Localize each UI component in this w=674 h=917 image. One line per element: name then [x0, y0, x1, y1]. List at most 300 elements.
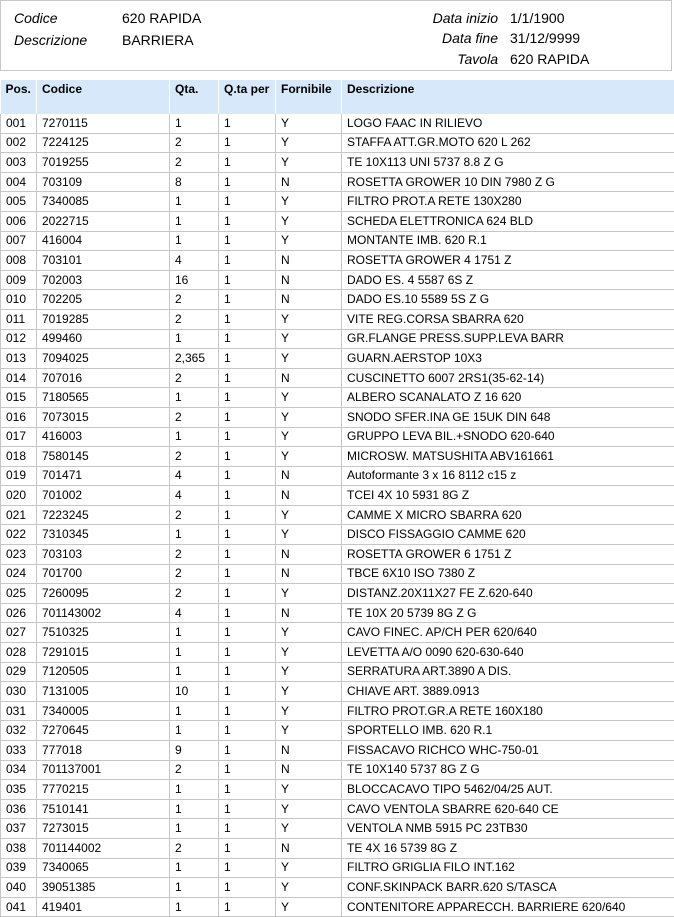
cell-qta: 1: [170, 799, 219, 819]
table-row: [1, 211, 674, 231]
cell-qta-per: 1: [219, 192, 276, 212]
cell-qta: 1: [170, 231, 219, 251]
cell-fornibile: Y: [276, 349, 342, 369]
cell-fornibile: Y: [276, 525, 342, 545]
cell-qta-per: 1: [219, 623, 276, 643]
cell-fornibile: Y: [276, 231, 342, 251]
cell-qta-per: 1: [219, 838, 276, 858]
cell-codice: 701144002: [37, 838, 170, 858]
cell-qta: 4: [170, 603, 219, 623]
column-header-descrizione: Descrizione: [342, 80, 674, 114]
cell-descrizione: TE 4X 16 5739 8G Z: [342, 838, 674, 858]
cell-qta: 2: [170, 309, 219, 329]
cell-qta: 9: [170, 741, 219, 761]
cell-qta-per: 1: [219, 858, 276, 878]
cell-descrizione: SNODO SFER.INA GE 15UK DIN 648: [342, 407, 674, 427]
cell-qta-per: 1: [219, 368, 276, 388]
cell-descrizione: DISCO FISSAGGIO CAMME 620: [342, 525, 674, 545]
cell-descrizione: STAFFA ATT.GR.MOTO 620 L 262: [342, 133, 674, 153]
table-row: [1, 525, 674, 545]
table-row: [1, 623, 674, 643]
cell-descrizione: DADO ES.10 5589 5S Z G: [342, 290, 674, 310]
cell-pos: 001: [1, 114, 37, 133]
table-row: [1, 897, 674, 917]
cell-qta: 10: [170, 682, 219, 702]
cell-pos: 029: [1, 662, 37, 682]
cell-qta-per: 1: [219, 564, 276, 584]
cell-codice: 7260095: [37, 584, 170, 604]
table-row: [1, 603, 674, 623]
cell-fornibile: N: [276, 270, 342, 290]
cell-codice: 499460: [37, 329, 170, 349]
cell-qta: 1: [170, 329, 219, 349]
cell-descrizione: ROSETTA GROWER 6 1751 Z: [342, 545, 674, 565]
cell-descrizione: VITE REG.CORSA SBARRA 620: [342, 309, 674, 329]
cell-pos: 002: [1, 133, 37, 153]
table-row: [1, 329, 674, 349]
cell-fornibile: Y: [276, 114, 342, 133]
cell-fornibile: Y: [276, 819, 342, 839]
cell-codice: 707016: [37, 368, 170, 388]
table-header-row: [1, 80, 674, 114]
cell-qta-per: 1: [219, 897, 276, 917]
descrizione-label: Descrizione: [14, 32, 87, 48]
cell-codice: 7073015: [37, 407, 170, 427]
cell-pos: 020: [1, 486, 37, 506]
cell-pos: 010: [1, 290, 37, 310]
cell-qta: 1: [170, 525, 219, 545]
cell-qta-per: 1: [219, 819, 276, 839]
cell-codice: 702205: [37, 290, 170, 310]
cell-qta-per: 1: [219, 329, 276, 349]
cell-codice: 7224125: [37, 133, 170, 153]
cell-qta: 2: [170, 584, 219, 604]
cell-codice: 777018: [37, 741, 170, 761]
cell-qta-per: 1: [219, 153, 276, 173]
cell-descrizione: FILTRO PROT.GR.A RETE 160X180: [342, 701, 674, 721]
cell-fornibile: N: [276, 172, 342, 192]
cell-qta-per: 1: [219, 427, 276, 447]
table-row: [1, 505, 674, 525]
cell-fornibile: Y: [276, 878, 342, 898]
cell-pos: 034: [1, 760, 37, 780]
cell-fornibile: Y: [276, 623, 342, 643]
cell-pos: 011: [1, 309, 37, 329]
cell-descrizione: ROSETTA GROWER 4 1751 Z: [342, 251, 674, 271]
cell-qta: 1: [170, 858, 219, 878]
cell-codice: 701143002: [37, 603, 170, 623]
cell-qta: 2: [170, 153, 219, 173]
cell-fornibile: Y: [276, 721, 342, 741]
table-row: [1, 172, 674, 192]
cell-qta: 1: [170, 192, 219, 212]
table-row: [1, 427, 674, 447]
cell-codice: 701002: [37, 486, 170, 506]
cell-qta-per: 1: [219, 388, 276, 408]
table-row: [1, 153, 674, 173]
cell-descrizione: SPORTELLO IMB. 620 R.1: [342, 721, 674, 741]
table-row: [1, 368, 674, 388]
cell-descrizione: ALBERO SCANALATO Z 16 620: [342, 388, 674, 408]
cell-pos: 021: [1, 505, 37, 525]
column-header-qta-per: Q.ta per: [219, 80, 276, 114]
cell-codice: 7510141: [37, 799, 170, 819]
table-row: [1, 388, 674, 408]
cell-fornibile: N: [276, 251, 342, 271]
table-row: [1, 838, 674, 858]
column-header-fornibile: Fornibile: [276, 80, 342, 114]
table-row: [1, 192, 674, 212]
cell-descrizione: TE 10X140 5737 8G Z G: [342, 760, 674, 780]
cell-descrizione: SERRATURA ART.3890 A DIS.: [342, 662, 674, 682]
cell-descrizione: VENTOLA NMB 5915 PC 23TB30: [342, 819, 674, 839]
table-row: [1, 799, 674, 819]
cell-descrizione: TE 10X113 UNI 5737 8.8 Z G: [342, 153, 674, 173]
cell-codice: 701137001: [37, 760, 170, 780]
cell-qta-per: 1: [219, 741, 276, 761]
cell-descrizione: TCEI 4X 10 5931 8G Z: [342, 486, 674, 506]
table-row: [1, 447, 674, 467]
cell-qta: 1: [170, 878, 219, 898]
cell-fornibile: Y: [276, 858, 342, 878]
cell-descrizione: LEVETTA A/O 0090 620-630-640: [342, 643, 674, 663]
cell-descrizione: CAVO VENTOLA SBARRE 620-640 CE: [342, 799, 674, 819]
column-header-pos: Pos.: [1, 80, 37, 114]
column-header-qta: Qta.: [170, 80, 219, 114]
cell-fornibile: Y: [276, 309, 342, 329]
cell-qta: 2: [170, 133, 219, 153]
cell-fornibile: Y: [276, 584, 342, 604]
cell-pos: 009: [1, 270, 37, 290]
cell-descrizione: CHIAVE ART. 3889.0913: [342, 682, 674, 702]
cell-qta: 2: [170, 545, 219, 565]
cell-fornibile: N: [276, 838, 342, 858]
table-row: [1, 682, 674, 702]
cell-qta: 1: [170, 662, 219, 682]
data-fine-value: 31/12/9999: [510, 30, 580, 46]
cell-descrizione: FILTRO PROT.A RETE 130X280: [342, 192, 674, 212]
cell-pos: 026: [1, 603, 37, 623]
cell-pos: 004: [1, 172, 37, 192]
cell-qta-per: 1: [219, 270, 276, 290]
cell-codice: 7340065: [37, 858, 170, 878]
cell-descrizione: FILTRO GRIGLIA FILO INT.162: [342, 858, 674, 878]
codice-value: 620 RAPIDA: [122, 10, 201, 26]
cell-descrizione: BLOCCACAVO TIPO 5462/04/25 AUT.: [342, 780, 674, 800]
cell-codice: 7340005: [37, 701, 170, 721]
cell-codice: 7131005: [37, 682, 170, 702]
cell-qta-per: 1: [219, 643, 276, 663]
header-panel: [0, 0, 672, 71]
cell-fornibile: N: [276, 741, 342, 761]
cell-fornibile: Y: [276, 897, 342, 917]
cell-pos: 019: [1, 466, 37, 486]
cell-qta: 2: [170, 505, 219, 525]
cell-codice: 7270115: [37, 114, 170, 133]
cell-qta-per: 1: [219, 682, 276, 702]
cell-codice: 7019285: [37, 309, 170, 329]
table-row: [1, 564, 674, 584]
cell-pos: 007: [1, 231, 37, 251]
cell-pos: 005: [1, 192, 37, 212]
cell-qta: 1: [170, 780, 219, 800]
cell-qta-per: 1: [219, 721, 276, 741]
table-row: [1, 858, 674, 878]
cell-fornibile: Y: [276, 427, 342, 447]
cell-descrizione: CONF.SKINPACK BARR.620 S/TASCA: [342, 878, 674, 898]
cell-codice: 7273015: [37, 819, 170, 839]
cell-codice: 7019255: [37, 153, 170, 173]
cell-qta: 2: [170, 838, 219, 858]
cell-fornibile: Y: [276, 133, 342, 153]
table-row: [1, 878, 674, 898]
cell-descrizione: GRUPPO LEVA BIL.+SNODO 620-640: [342, 427, 674, 447]
cell-codice: 2022715: [37, 211, 170, 231]
cell-descrizione: ROSETTA GROWER 10 DIN 7980 Z G: [342, 172, 674, 192]
cell-qta-per: 1: [219, 662, 276, 682]
cell-qta: 2,365: [170, 349, 219, 369]
cell-pos: 036: [1, 799, 37, 819]
cell-qta-per: 1: [219, 878, 276, 898]
cell-codice: 7094025: [37, 349, 170, 369]
cell-qta-per: 1: [219, 505, 276, 525]
cell-descrizione: CAMME X MICRO SBARRA 620: [342, 505, 674, 525]
cell-qta-per: 1: [219, 349, 276, 369]
cell-codice: 7580145: [37, 447, 170, 467]
cell-pos: 022: [1, 525, 37, 545]
cell-codice: 39051385: [37, 878, 170, 898]
cell-qta-per: 1: [219, 251, 276, 271]
cell-codice: 7770215: [37, 780, 170, 800]
cell-qta-per: 1: [219, 211, 276, 231]
parts-table-body: [1, 114, 674, 917]
cell-codice: 7291015: [37, 643, 170, 663]
cell-qta: 1: [170, 643, 219, 663]
table-row: [1, 251, 674, 271]
cell-descrizione: SCHEDA ELETTRONICA 624 BLD: [342, 211, 674, 231]
cell-qta-per: 1: [219, 466, 276, 486]
cell-qta: 2: [170, 290, 219, 310]
cell-pos: 031: [1, 701, 37, 721]
cell-pos: 030: [1, 682, 37, 702]
cell-fornibile: N: [276, 564, 342, 584]
data-inizio-value: 1/1/1900: [510, 10, 565, 26]
cell-fornibile: Y: [276, 505, 342, 525]
cell-pos: 033: [1, 741, 37, 761]
cell-pos: 016: [1, 407, 37, 427]
table-row: [1, 466, 674, 486]
cell-codice: 7510325: [37, 623, 170, 643]
cell-descrizione: TBCE 6X10 ISO 7380 Z: [342, 564, 674, 584]
codice-label: Codice: [14, 10, 58, 26]
parts-table: [0, 80, 674, 917]
cell-qta-per: 1: [219, 486, 276, 506]
cell-fornibile: N: [276, 290, 342, 310]
cell-fornibile: Y: [276, 388, 342, 408]
cell-pos: 018: [1, 447, 37, 467]
cell-qta: 1: [170, 427, 219, 447]
cell-fornibile: N: [276, 486, 342, 506]
cell-qta: 4: [170, 251, 219, 271]
cell-pos: 041: [1, 897, 37, 917]
cell-pos: 023: [1, 545, 37, 565]
cell-descrizione: CONTENITORE APPARECCH. BARRIERE 620/640: [342, 897, 674, 917]
cell-pos: 040: [1, 878, 37, 898]
cell-codice: 7310345: [37, 525, 170, 545]
cell-qta-per: 1: [219, 231, 276, 251]
cell-fornibile: Y: [276, 662, 342, 682]
cell-qta-per: 1: [219, 133, 276, 153]
cell-descrizione: LOGO FAAC IN RILIEVO: [342, 114, 674, 133]
cell-codice: 7270645: [37, 721, 170, 741]
cell-fornibile: Y: [276, 211, 342, 231]
cell-qta: 1: [170, 211, 219, 231]
cell-qta: 2: [170, 447, 219, 467]
cell-codice: 702003: [37, 270, 170, 290]
cell-descrizione: GR.FLANGE PRESS.SUPP.LEVA BARR: [342, 329, 674, 349]
cell-qta-per: 1: [219, 114, 276, 133]
cell-fornibile: N: [276, 603, 342, 623]
cell-pos: 012: [1, 329, 37, 349]
cell-qta: 1: [170, 701, 219, 721]
table-row: [1, 741, 674, 761]
table-row: [1, 643, 674, 663]
cell-codice: 416004: [37, 231, 170, 251]
cell-qta: 2: [170, 368, 219, 388]
cell-fornibile: Y: [276, 447, 342, 467]
cell-qta-per: 1: [219, 760, 276, 780]
data-inizio-label: Data inizio: [433, 10, 498, 26]
cell-qta: 1: [170, 721, 219, 741]
table-row: [1, 701, 674, 721]
cell-fornibile: Y: [276, 192, 342, 212]
cell-fornibile: N: [276, 466, 342, 486]
cell-codice: 7223245: [37, 505, 170, 525]
cell-fornibile: Y: [276, 407, 342, 427]
cell-descrizione: DISTANZ.20X11X27 FE Z.620-640: [342, 584, 674, 604]
cell-qta: 2: [170, 564, 219, 584]
cell-codice: 703103: [37, 545, 170, 565]
cell-codice: 701700: [37, 564, 170, 584]
cell-pos: 003: [1, 153, 37, 173]
cell-qta-per: 1: [219, 290, 276, 310]
cell-pos: 037: [1, 819, 37, 839]
cell-qta-per: 1: [219, 603, 276, 623]
cell-fornibile: Y: [276, 153, 342, 173]
cell-fornibile: N: [276, 760, 342, 780]
cell-descrizione: Autoformante 3 x 16 8112 c15 z: [342, 466, 674, 486]
table-row: [1, 231, 674, 251]
cell-qta-per: 1: [219, 525, 276, 545]
cell-qta: 4: [170, 466, 219, 486]
tavola-value: 620 RAPIDA: [510, 51, 589, 67]
tavola-label: Tavola: [457, 51, 498, 67]
cell-codice: 416003: [37, 427, 170, 447]
cell-pos: 035: [1, 780, 37, 800]
cell-pos: 014: [1, 368, 37, 388]
table-row: [1, 819, 674, 839]
cell-qta-per: 1: [219, 309, 276, 329]
cell-qta-per: 1: [219, 701, 276, 721]
cell-pos: 015: [1, 388, 37, 408]
cell-pos: 032: [1, 721, 37, 741]
cell-qta: 1: [170, 388, 219, 408]
cell-codice: 703101: [37, 251, 170, 271]
cell-codice: 7120505: [37, 662, 170, 682]
cell-codice: 7180565: [37, 388, 170, 408]
table-row: [1, 545, 674, 565]
cell-fornibile: Y: [276, 682, 342, 702]
cell-qta-per: 1: [219, 584, 276, 604]
cell-qta-per: 1: [219, 799, 276, 819]
descrizione-value: BARRIERA: [122, 32, 194, 48]
cell-fornibile: Y: [276, 780, 342, 800]
cell-pos: 038: [1, 838, 37, 858]
cell-codice: 419401: [37, 897, 170, 917]
cell-codice: 703109: [37, 172, 170, 192]
table-row: [1, 760, 674, 780]
cell-qta: 1: [170, 114, 219, 133]
cell-descrizione: GUARN.AERSTOP 10X3: [342, 349, 674, 369]
cell-fornibile: N: [276, 545, 342, 565]
cell-qta: 16: [170, 270, 219, 290]
cell-pos: 013: [1, 349, 37, 369]
cell-pos: 027: [1, 623, 37, 643]
cell-qta-per: 1: [219, 447, 276, 467]
cell-descrizione: MICROSW. MATSUSHITA ABV161661: [342, 447, 674, 467]
cell-pos: 028: [1, 643, 37, 663]
table-row: [1, 780, 674, 800]
cell-descrizione: CAVO FINEC. AP/CH PER 620/640: [342, 623, 674, 643]
cell-pos: 024: [1, 564, 37, 584]
cell-descrizione: DADO ES. 4 5587 6S Z: [342, 270, 674, 290]
cell-qta: 1: [170, 819, 219, 839]
column-header-codice: Codice: [37, 80, 170, 114]
cell-qta: 8: [170, 172, 219, 192]
cell-fornibile: Y: [276, 799, 342, 819]
cell-pos: 006: [1, 211, 37, 231]
cell-fornibile: Y: [276, 329, 342, 349]
table-row: [1, 349, 674, 369]
cell-qta: 4: [170, 486, 219, 506]
table-row: [1, 290, 674, 310]
cell-pos: 008: [1, 251, 37, 271]
cell-fornibile: Y: [276, 701, 342, 721]
cell-pos: 039: [1, 858, 37, 878]
table-row: [1, 721, 674, 741]
cell-descrizione: CUSCINETTO 6007 2RS1(35-62-14): [342, 368, 674, 388]
cell-qta: 1: [170, 623, 219, 643]
cell-qta: 2: [170, 760, 219, 780]
table-row: [1, 309, 674, 329]
table-row: [1, 584, 674, 604]
cell-qta: 1: [170, 897, 219, 917]
cell-pos: 017: [1, 427, 37, 447]
cell-qta-per: 1: [219, 545, 276, 565]
table-row: [1, 486, 674, 506]
cell-descrizione: MONTANTE IMB. 620 R.1: [342, 231, 674, 251]
cell-fornibile: N: [276, 368, 342, 388]
cell-pos: 025: [1, 584, 37, 604]
table-row: [1, 407, 674, 427]
table-row: [1, 114, 674, 133]
cell-qta-per: 1: [219, 407, 276, 427]
table-row: [1, 270, 674, 290]
cell-descrizione: TE 10X 20 5739 8G Z G: [342, 603, 674, 623]
data-fine-label: Data fine: [442, 30, 498, 46]
table-row: [1, 662, 674, 682]
cell-qta-per: 1: [219, 780, 276, 800]
